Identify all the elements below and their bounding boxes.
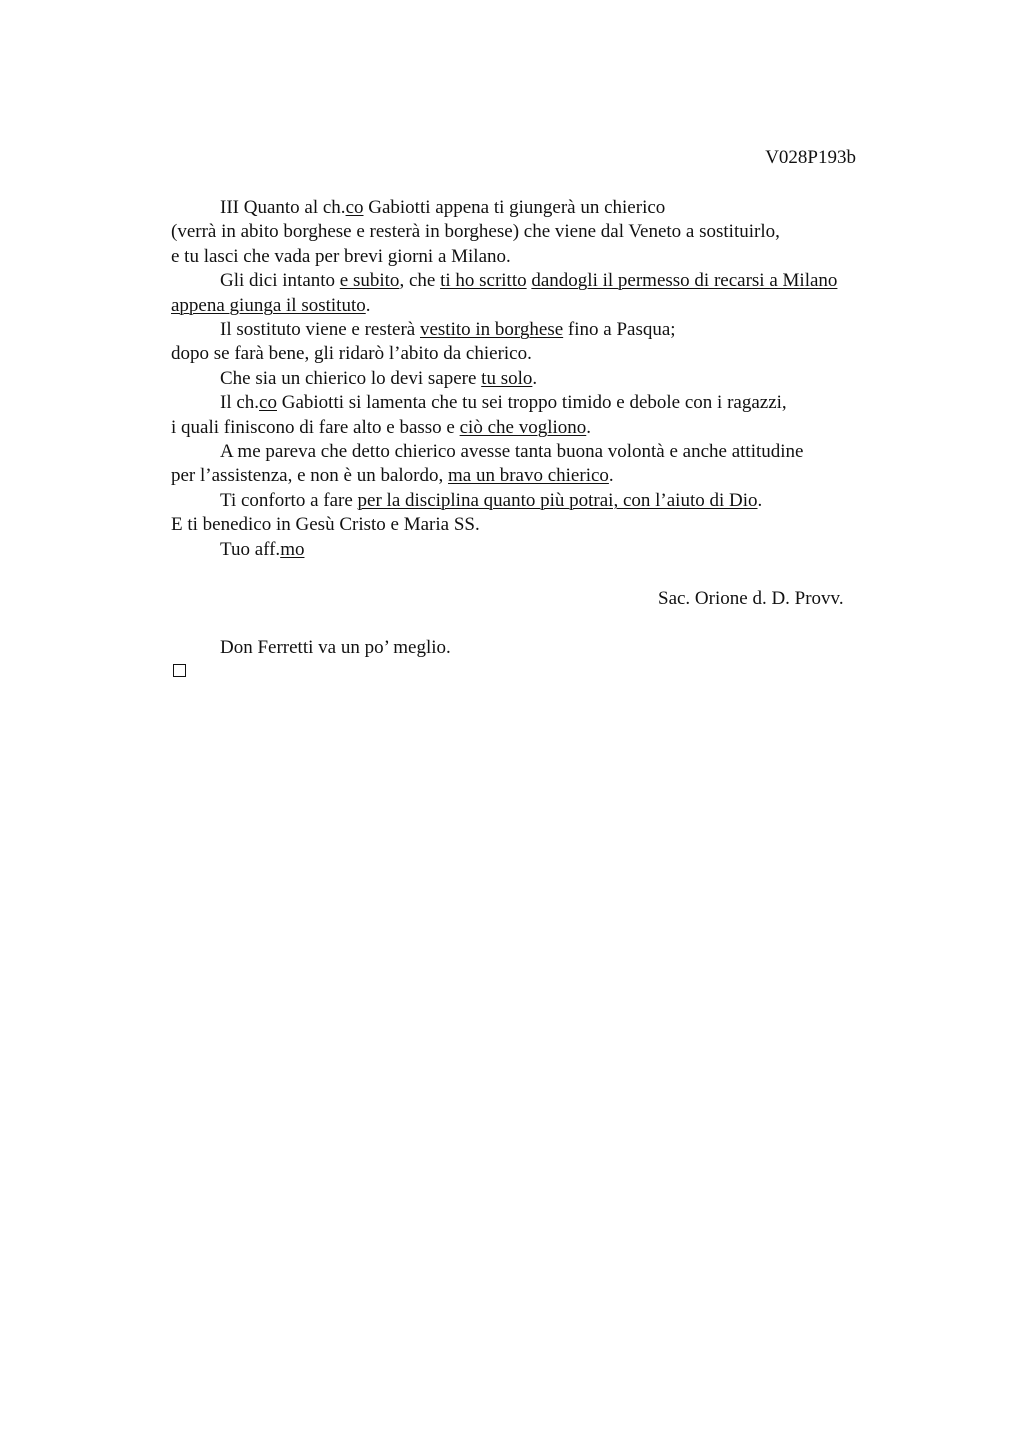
text-run: . xyxy=(586,416,591,438)
underlined-phrase: tu solo xyxy=(481,367,533,389)
text-run: i quali finiscono di fare alto e basso e xyxy=(171,416,460,438)
text-run: Tuo aff. xyxy=(220,538,281,560)
paragraph-line xyxy=(171,391,911,415)
text-run: Che sia un chierico lo devi sapere xyxy=(220,367,482,389)
underlined-abbreviation: co xyxy=(345,197,364,218)
text-run: per l’assistenza, e non è un balordo, xyxy=(171,465,448,487)
paragraph-line: dopo se farà bene, gli ridarò l’abito da chierico. xyxy=(171,343,532,365)
underlined-phrase: vestito in borghese xyxy=(419,319,564,341)
paragraph-line xyxy=(171,318,911,342)
underlined-abbreviation: mo xyxy=(280,538,305,560)
text-run: Il sostituto viene e resterà xyxy=(220,319,420,341)
paragraph-line xyxy=(171,464,911,488)
text-run: Gabiotti appena ti giungerà un chierico xyxy=(363,197,666,218)
end-marker-square-icon xyxy=(173,664,186,677)
underlined-phrase: ma un bravo chierico xyxy=(448,465,609,487)
paragraph-line xyxy=(171,489,911,513)
document-reference-code: V028P193b xyxy=(765,147,856,168)
underlined-phrase: e subito xyxy=(339,270,400,292)
underlined-phrase: dandogli il permesso di recarsi a Milano xyxy=(531,270,838,292)
text-run: Gabiotti si lamenta che tu sei troppo timido e debole con i ragazzi, xyxy=(276,392,787,414)
text-run: Ti conforto a fare xyxy=(220,489,358,511)
text-run: Il ch. xyxy=(220,392,260,414)
text-run: III Quanto al ch. xyxy=(220,197,346,218)
signature: Sac. Orione d. D. Provv. xyxy=(658,588,844,609)
paragraph-line: E ti benedico in Gesù Cristo e Maria SS. xyxy=(171,514,480,536)
paragraph-line xyxy=(171,416,911,440)
text-run: . xyxy=(532,367,538,389)
underlined-phrase: ti ho scritto xyxy=(440,270,527,292)
paragraph-line xyxy=(171,367,911,391)
text-run: . xyxy=(757,489,763,511)
paragraph-line: (verrà in abito borghese e resterà in borghese) che viene dal Veneto a sostituirlo, xyxy=(171,221,780,243)
text-run: . xyxy=(608,465,614,487)
paragraph-line xyxy=(171,196,911,220)
underlined-abbreviation: co xyxy=(259,392,277,414)
postscript: Don Ferretti va un po’ meglio. xyxy=(220,637,451,658)
paragraph-line: e tu lasci che vada per brevi giorni a Milano. xyxy=(171,245,511,267)
text-run: . xyxy=(365,294,371,316)
underlined-phrase: ciò che vogliono xyxy=(459,416,587,438)
paragraph-line xyxy=(171,269,911,293)
text-run: fino a Pasqua; xyxy=(563,319,676,341)
text-run: Gli dici intanto xyxy=(220,270,340,292)
paragraph-line: A me pareva che detto chierico avesse tanta buona volontà e anche attitudine xyxy=(220,441,804,463)
text-run: , che xyxy=(399,270,441,292)
underlined-phrase: per la disciplina quanto più potrai, con l’aiuto di Dio xyxy=(357,489,758,511)
closing-line xyxy=(171,538,911,562)
underlined-phrase: appena giunga il sostituto xyxy=(171,294,366,316)
letter-body xyxy=(171,196,911,562)
paragraph-line xyxy=(171,294,911,318)
